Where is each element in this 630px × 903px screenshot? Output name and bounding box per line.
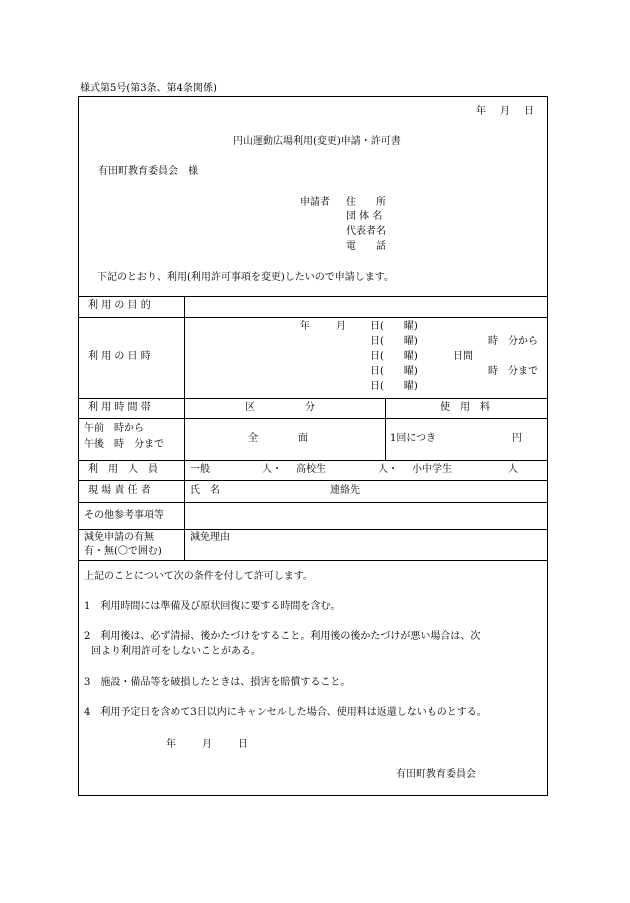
permission-month: 月 [202,739,212,750]
manager-label: 現 場 責 任 者 [88,485,151,496]
issuer: 有田町教育委員会 [396,769,476,780]
reduction-label-2: 有・無(〇で囲む) [84,546,162,557]
datetime-day-line: 日( 曜) [370,381,418,392]
datetime-day-line: 日( 曜) [370,351,418,362]
timeslot-pm: 午後 時 分まで [84,439,164,450]
request-text: 下記のとおり、利用(利用許可事項を変更)したいので申請します。 [97,272,395,283]
timeslot-fee-header: 使 用 料 [440,402,490,413]
timeslot-am: 午前 時から [84,423,144,434]
timeslot-per-once: 1回につき [390,433,437,444]
condition-item: 2 利用後は、必ず清掃、後かたづけをすること。利用後の後かたづけが悪い場合は、次 [84,631,481,642]
datetime-from: 時 分から [488,336,538,347]
datetime-label: 利 用 の 日 時 [88,351,151,362]
addressee: 有田町教育委員会 様 [98,166,198,177]
datetime-day-line: 日( 曜) [370,366,418,377]
header-year: 年 [476,106,486,117]
timeslot-whole: 全 面 [248,433,308,444]
other-field[interactable] [186,504,546,528]
permission-year: 年 [166,739,176,750]
applicant-label: 申請者 [300,197,330,208]
applicant-representative: 代表者名 [346,226,386,237]
users-elem-middle: 小中学生 [412,464,452,475]
purpose-label: 利 用 の 目 的 [88,300,151,311]
applicant-address: 住 所 [346,197,386,208]
users-high-school: 高校生 [296,464,326,475]
condition-item: 4 利用予定日を含めて3日以内にキャンセルした場合、使用料は返還しないものとする。 [84,707,487,718]
permission-day: 日 [238,739,248,750]
purpose-field[interactable] [186,298,546,316]
header-day: 日 [524,106,534,117]
condition-item: 3 施設・備品等を破損したときは、損害を賠償すること。 [84,677,351,688]
other-label: その他参考事項等 [84,510,164,521]
timeslot-label: 利 用 時 間 帯 [88,402,151,413]
form-title: 円山運動広場利用(変更)申請・許可書 [233,136,401,147]
reduction-reason: 減免理由 [190,532,230,543]
users-general: 一般 [190,464,210,475]
applicant-org: 団 体 名 [346,211,383,222]
datetime-day-line: 日( 曜) [370,336,418,347]
permission-intro: 上記のことについて次の条件を付して許可します。 [84,571,313,582]
datetime-day-line: 日( 曜) [370,321,418,332]
datetime-to: 時 分まで [488,366,538,377]
header-month: 月 [500,106,510,117]
timeslot-section-header: 区 分 [245,402,315,413]
manager-contact: 連絡先 [330,485,360,496]
datetime-days: 日間 [453,351,473,362]
users-label: 利 用 人 員 [88,464,158,475]
datetime-year: 年 [300,321,310,332]
manager-name: 氏 名 [190,485,220,496]
users-unit-3: 人 [508,464,518,475]
timeslot-yen: 円 [512,433,522,444]
form-number: 様式第5号(第3条、第4条関係) [80,83,217,94]
users-unit-1: 人・ [262,464,282,475]
reduction-label-1: 減免申請の有無 [84,532,154,543]
datetime-month: 月 [336,321,346,332]
condition-item: 回より利用許可をしないことがある。 [91,646,261,657]
applicant-phone: 電 話 [346,241,386,252]
condition-item: 1 利用時間には準備及び原状回復に要する時間を含む。 [84,601,341,612]
users-unit-2: 人・ [378,464,398,475]
